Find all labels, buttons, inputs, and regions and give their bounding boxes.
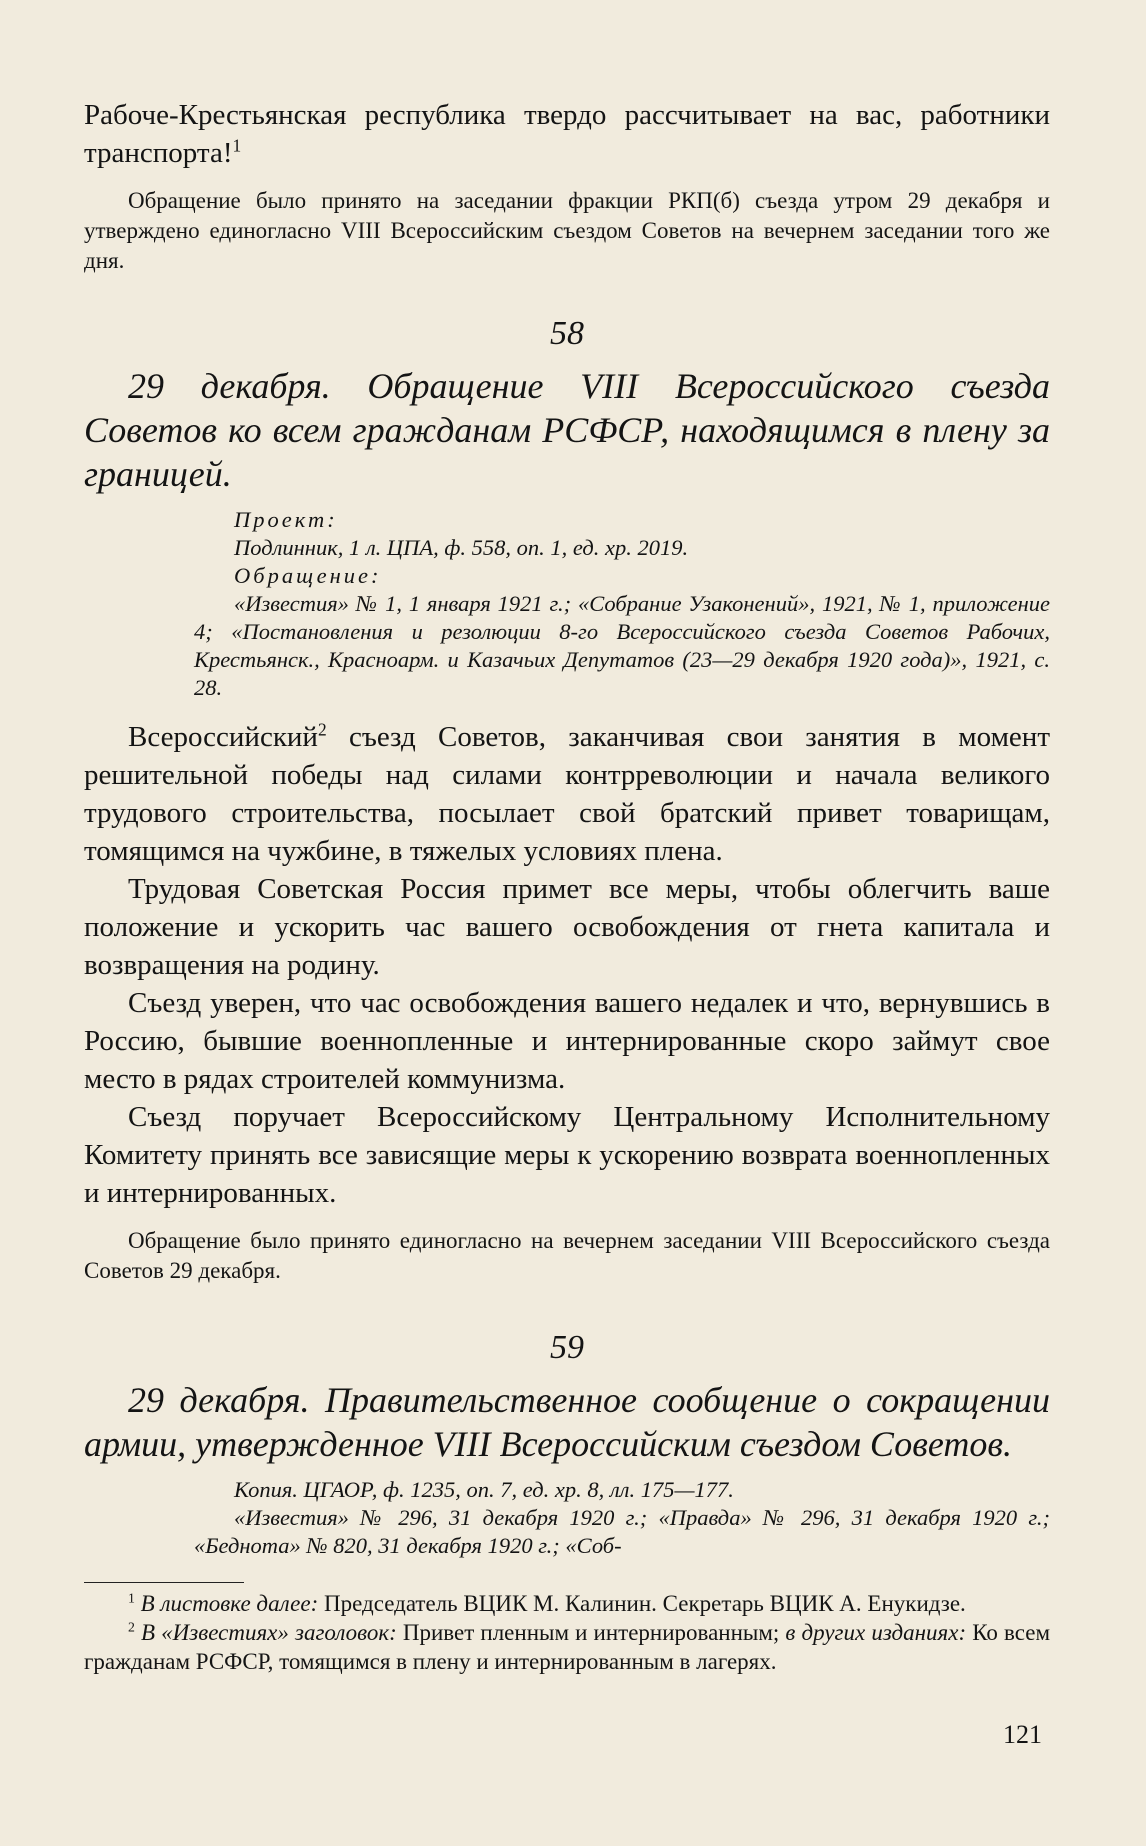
doc58-src-text1: Подлинник, 1 л. ЦПА, ф. 558, оп. 1, ед. хр. 2019. [234,535,689,560]
doc59-sources [84,1476,1050,1560]
top-fragment [84,96,1050,172]
doc59-src-line1: Копия. ЦГАОР, ф. 1235, оп. 7, ед. хр. 8, лл. 175—177. [234,1477,734,1502]
doc58-number: 58 [550,315,584,352]
doc58-note: Обращение было принято единогласно на вечернем заседании VIII Всероссийского съезда Советов 29 декабря. [84,1228,1050,1283]
doc59-src-line2: «Известия» № 296, 31 декабря 1920 г.; «Правда» № 296, 31 декабря 1920 г.; «Беднота» № 820, 31 декабря 1920 г.; «Соб- [194,1505,1050,1558]
doc58-src-label1: Проект: [234,507,338,532]
doc58-sources [84,506,1050,702]
doc58-src-label2: Обращение: [234,563,382,588]
footnote-ref-2: 2 [317,719,327,740]
doc58-paragraph-3: Съезд уверен, что час освобождения вашего недалек и что, вернувшись в Россию, бывшие военнопленные и интернированные скоро займут свое место в рядах строителей коммунизма. [84,987,1050,1095]
top-note: Обращение было принято на заседании фракции РКП(б) съезда утром 29 декабря и утверждено единогласно VIII Всероссийским съездом Советов на вечернем заседании того же дня. [84,188,1050,273]
page-number: 121 [1003,1720,1042,1749]
doc58-paragraph-2: Трудовая Советская Россия примет все меры, чтобы облегчить ваше положение и ускорить час вашего освобождения от гнета капитала и возвращения на родину. [84,873,1050,981]
doc59-number: 59 [550,1329,584,1366]
footnote-divider [84,1582,244,1583]
doc58-paragraph-4: Съезд поручает Всероссийскому Центральному Исполнительному Комитету принять все зависящие меры к ускорению возврата военнопленных и интернированных. [84,1101,1050,1209]
footnote-2: $^2$ В «Известиях» заголовок: Привет пленным и интернированным; в других изданиях: Ко всем гражданам РСФСР, томящимся в плену и интернированным в лагерях. [84,1619,1051,1674]
doc58-body [84,718,1050,1212]
footnote-1: $^1$ В листовке далее: Председатель ВЦИК М. Калинин. Секретарь ВЦИК А. Енукидзе. [128,1590,966,1616]
doc58-title: 29 декабря. Обращение VIII Всероссийского съезда Советов ко всем гражданам РСФСР, находящимся в плену за границей. [84,366,1050,494]
doc59-title: 29 декабря. Правительственное сообщение о сокращении армии, утвержденное VIII Всероссийским съездом Советов. [84,1380,1050,1464]
closing-line: Рабоче-Крестьянская республика твердо рассчитывает на вас, работники транспорта!$^1$ [84,99,1050,169]
doc58-src-text2: «Известия» № 1, 1 января 1921 г.; «Собрание Узаконений», 1921, № 1, приложение 4; «Постановления и резолюции 8-го Всероссийского съезда Советов Рабочих, Крестьянск., Красноарм. и Казачьих Депутатов (23—29 декабря 1920 года)», 1921, с. 28. [194,591,1050,700]
doc58-paragraph-1: Всероссийский$^2$ съезд Советов, заканчивая свои занятия в момент решительной победы над силами контрреволюции и начала великого трудового строительства, посылает свой братский привет товарищам, томящимся на чужбине, в тяжелых условиях плена. [84,719,1050,867]
footnote-ref-1: 1 [232,135,242,156]
